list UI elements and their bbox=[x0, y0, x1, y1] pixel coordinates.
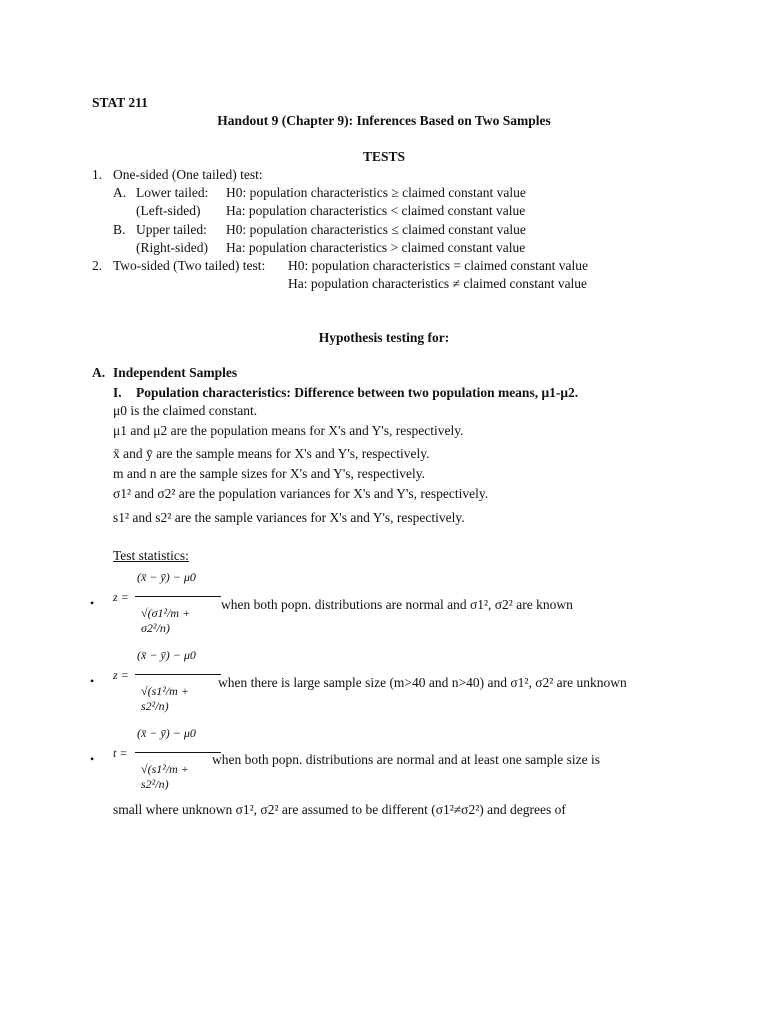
item1b-h0: H0: population characteristics ≤ claimed constant value bbox=[226, 222, 526, 237]
formula-2-lhs: z = bbox=[113, 668, 129, 682]
formula-3-continuation: small where unknown σ1², σ2² are assumed to be different (σ1²≠σ2²) and degrees of bbox=[113, 802, 566, 817]
item2-number: 2. bbox=[92, 258, 103, 273]
formula-z-known-variance bbox=[113, 566, 213, 642]
def-sample-means: x̄ and ȳ are the sample means for X's and Y's, respectively. bbox=[113, 446, 430, 461]
item2-label: Two-sided (Two tailed) test: bbox=[113, 258, 266, 273]
formula-1-numerator: (x̄ − ȳ) − μ0 bbox=[137, 570, 196, 584]
subsection-title: Population characteristics: Difference between two population means, μ1-μ2. bbox=[136, 385, 579, 400]
formula-2-denominator: √(s1²/m + s2²/n) bbox=[141, 684, 189, 713]
section-title: Independent Samples bbox=[113, 365, 238, 380]
test-statistics-label: Test statistics: bbox=[113, 548, 189, 563]
formula-t-small-sample bbox=[113, 722, 213, 798]
item1-label: One-sided (One tailed) test: bbox=[113, 167, 263, 182]
bullet-2: • bbox=[90, 674, 95, 688]
fraction-bar bbox=[135, 596, 221, 597]
item1b-label: Upper tailed: bbox=[136, 222, 207, 237]
item1b-ha: Ha: population characteristics > claimed constant value bbox=[226, 240, 526, 255]
def-population-means: μ1 and μ2 are the population means for X's and Y's, respectively. bbox=[113, 423, 464, 438]
item2-ha: Ha: population characteristics ≠ claimed constant value bbox=[288, 276, 588, 291]
formula-2-numerator: (x̄ − ȳ) − μ0 bbox=[137, 648, 196, 662]
formula-3-numerator: (x̄ − ȳ) − μ0 bbox=[137, 726, 196, 740]
def-sample-variances: s1² and s2² are the sample variances for X's and Y's, respectively. bbox=[113, 510, 465, 525]
item1-number: 1. bbox=[92, 167, 103, 182]
course-code: STAT 211 bbox=[92, 95, 148, 110]
formula-3-lhs: t = bbox=[113, 746, 128, 760]
formula-1-lhs: z = bbox=[113, 590, 129, 604]
formula-2-description: when there is large sample size (m>40 and n>40) and σ1², σ2² are unknown bbox=[218, 675, 627, 690]
handout-title: Handout 9 (Chapter 9): Inferences Based on Two Samples bbox=[217, 113, 551, 128]
subsection-number: I. bbox=[113, 385, 122, 400]
item1a-ha: Ha: population characteristics < claimed constant value bbox=[226, 203, 526, 218]
item1b-sublabel: (Right-sided) bbox=[136, 240, 208, 255]
formula-3-description: when both popn. distributions are normal and at least one sample size is bbox=[212, 752, 601, 767]
def-mu0: μ0 is the claimed constant. bbox=[113, 403, 258, 418]
bullet-1: • bbox=[90, 596, 95, 610]
bullet-3: • bbox=[90, 752, 95, 766]
tests-heading: TESTS bbox=[362, 149, 406, 164]
formula-z-large-sample bbox=[113, 644, 213, 720]
item1a-h0: H0: population characteristics ≥ claimed constant value bbox=[226, 185, 526, 200]
formula-3-denominator: √(s1²/m + s2²/n) bbox=[141, 762, 189, 791]
item2-h0: H0: population characteristics = claimed constant value bbox=[288, 258, 589, 273]
item1a-label: Lower tailed: bbox=[136, 185, 209, 200]
formula-1-denominator: √(σ1²/m + σ2²/n) bbox=[141, 606, 191, 635]
item1a-letter: A. bbox=[113, 185, 127, 200]
item1a-sublabel: (Left-sided) bbox=[136, 203, 201, 218]
formula-1-description: when both popn. distributions are normal and σ1², σ2² are known bbox=[221, 597, 573, 612]
def-sample-sizes: m and n are the sample sizes for X's and Y's, respectively. bbox=[113, 466, 426, 481]
item1b-letter: B. bbox=[113, 222, 126, 237]
fraction-bar bbox=[135, 752, 221, 753]
fraction-bar bbox=[135, 674, 221, 675]
def-population-variances: σ1² and σ2² are the population variances for X's and Y's, respectively. bbox=[113, 486, 489, 501]
hypothesis-heading: Hypothesis testing for: bbox=[318, 330, 450, 345]
section-letter: A. bbox=[92, 365, 106, 380]
